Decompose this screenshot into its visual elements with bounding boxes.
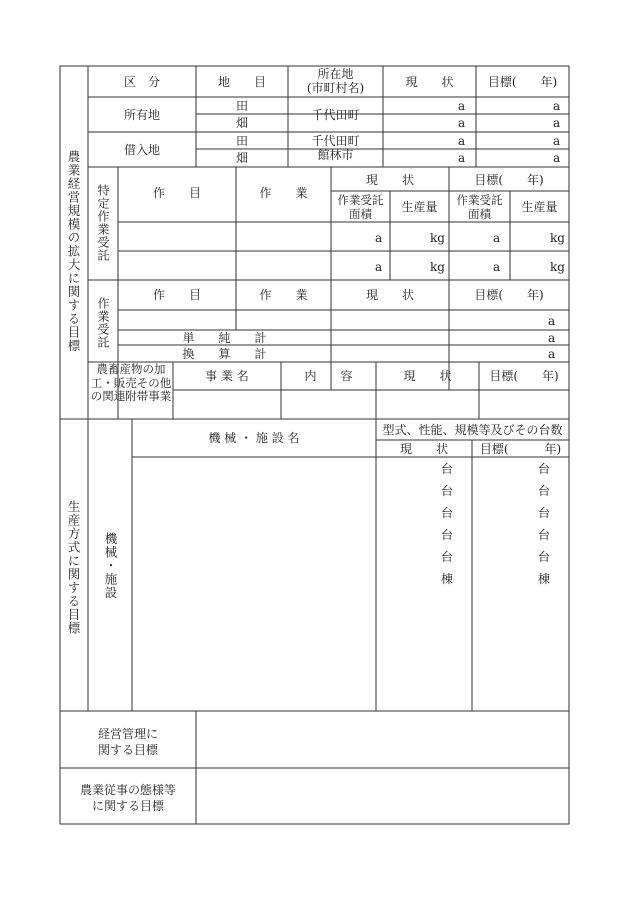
rb-target-header: 目標( 年) <box>489 369 559 383</box>
cw-crop-header: 作 目 <box>152 288 201 302</box>
sc-production-header: 生産量 <box>401 200 438 214</box>
unit-a: a <box>548 314 556 328</box>
owned-field-label: 畑 <box>235 116 248 130</box>
unit-kg: kg <box>430 260 445 274</box>
header-target: 目標( 年) <box>487 75 558 89</box>
unit-a: a <box>375 260 383 274</box>
unit-a: a <box>553 134 561 148</box>
leased-location: 千代田町 館林市 <box>311 134 360 162</box>
machinery-label: 機械・施設 <box>103 532 118 600</box>
leased-paddy-label: 田 <box>235 134 248 148</box>
unit-kg: kg <box>430 231 445 245</box>
unit-a: a <box>458 134 466 148</box>
unit-label: 台 <box>441 484 454 498</box>
unit-kg: kg <box>550 260 565 274</box>
unit-a: a <box>375 231 383 245</box>
sc-production-header: 生産量 <box>521 200 558 214</box>
sc-current-header: 現 状 <box>365 173 414 187</box>
header-category: 区 分 <box>123 75 160 89</box>
unit-label: 台 <box>538 528 551 542</box>
scale-goal-section-label: 農業経営規模の拡大に関する目標 <box>66 150 81 353</box>
unit-label: 棟 <box>441 572 454 586</box>
header-current: 現 状 <box>405 75 454 89</box>
business-name-header: 事 業 名 <box>205 369 249 383</box>
unit-a: a <box>553 116 561 130</box>
owned-location: 千代田町 <box>311 108 360 122</box>
unit-label: 台 <box>441 506 454 520</box>
unit-label: 台 <box>538 550 551 564</box>
machinery-current-header: 現 状 <box>399 442 448 456</box>
unit-a: a <box>548 331 556 345</box>
content-header: 内 容 <box>304 369 353 383</box>
sc-target-header: 目標( 年) <box>474 173 544 187</box>
unit-label: 台 <box>441 528 454 542</box>
unit-a: a <box>493 260 501 274</box>
sc-work-header: 作 業 <box>259 186 308 200</box>
owned-land-label: 所有地 <box>123 108 160 122</box>
spec-header: 型式、性能、規模等及びその台数 <box>382 423 563 437</box>
machinery-name-header: 機 械 ・ 施 設 名 <box>208 431 300 445</box>
unit-a: a <box>493 231 501 245</box>
employment-goal-label: 農業従事の態様等 に関する目標 <box>79 783 176 813</box>
header-land-type: 地 目 <box>217 75 266 89</box>
cw-current-header: 現 状 <box>365 288 414 302</box>
unit-label: 棟 <box>538 572 551 586</box>
sc-area-header: 作業受託 面積 <box>337 193 384 221</box>
simple-total-label: 単 純 計 <box>182 331 267 345</box>
unit-kg: kg <box>550 231 565 245</box>
unit-a: a <box>548 347 556 361</box>
unit-a: a <box>458 99 466 113</box>
production-goal-section-label: 生産方式に関する目標 <box>66 500 81 635</box>
cw-work-header: 作 業 <box>259 288 308 302</box>
related-business-label: 農畜産物の加工・販売その他の関連附帯事業 <box>90 362 172 403</box>
rb-current-header: 現 状 <box>403 369 452 383</box>
converted-total-label: 換 算 計 <box>182 347 267 361</box>
sc-area-header: 作業受託 面積 <box>456 193 503 221</box>
unit-a: a <box>458 116 466 130</box>
machinery-target-header: 目標( 年) <box>479 442 562 456</box>
management-goal-label: 経営管理に 関する目標 <box>97 727 158 757</box>
unit-a: a <box>458 151 466 165</box>
leased-field-label: 畑 <box>235 151 248 165</box>
cw-target-header: 目標( 年) <box>474 288 544 302</box>
contract-work-label: 作業受託 <box>96 297 110 349</box>
owned-paddy-label: 田 <box>235 99 248 113</box>
specific-contract-label: 特定作業受託 <box>96 184 110 262</box>
unit-label: 台 <box>441 462 454 476</box>
unit-label: 台 <box>441 550 454 564</box>
unit-label: 台 <box>538 484 551 498</box>
unit-label: 台 <box>538 462 551 476</box>
sc-crop-header: 作 目 <box>152 186 201 200</box>
header-location: 所在地 (市町村名) <box>306 67 365 95</box>
unit-label: 台 <box>538 506 551 520</box>
unit-a: a <box>553 99 561 113</box>
leased-land-label: 借入地 <box>123 143 160 157</box>
unit-a: a <box>553 151 561 165</box>
